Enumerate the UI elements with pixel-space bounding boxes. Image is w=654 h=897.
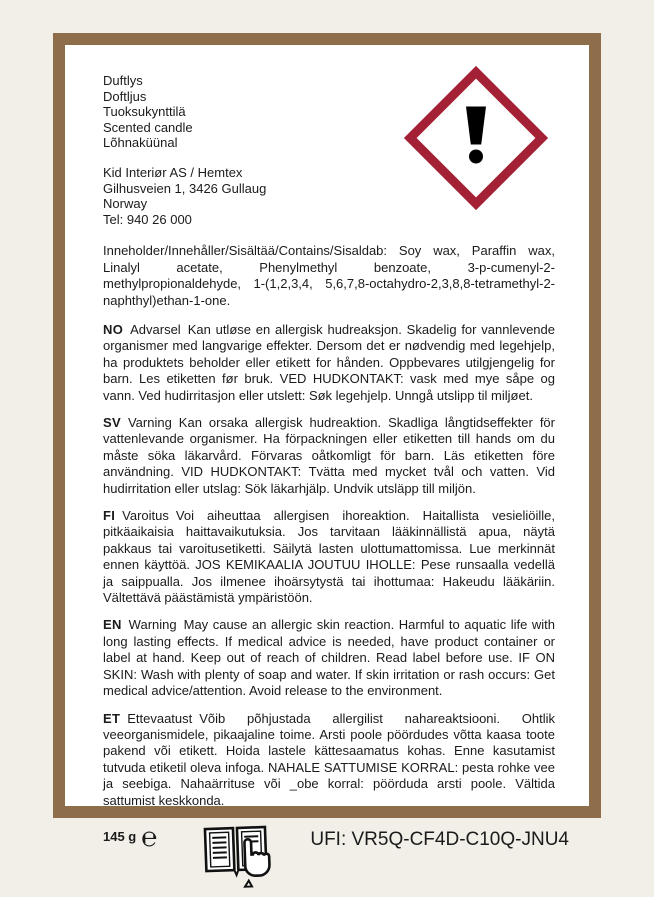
warning-text: May cause an allergic skin reaction. Harmful to aquatic life with long lasting effects. If medical advice is needed, have product container or label at hand. Keep out of reach of children. Read label before use. IF ON SKIN: Wash with plenty of soap and water. If skin irritation or rash occurs: Get medical advice/attention. Avoid release to the environment. <box>103 617 555 698</box>
product-name-en: Scented candle <box>103 120 266 136</box>
language-code: NO <box>103 322 123 337</box>
warning-text: Võib põhjustada allergilist nahareaktsiooni. Ohtlik veeorganismidele, pikaajaline toime. Arsti poole pöördudes võtta kaasa toote pakend või etikett. Hoida lastele kättesaamatus kohas. Enne kasutamist tutvuda etiketil oleva infoga. NAHALE SATTUMISE KORRAL: pesta rohke vee ja seebiga. Nahaärrituse või _obe korral: pöörduda arsti poole. Vältida sattumist keskkonda. <box>103 711 555 808</box>
language-code: EN <box>103 617 122 632</box>
label-frame <box>53 33 601 818</box>
exclamation-mark-icon <box>463 107 489 170</box>
ufi-code: UFI: VR5Q-CF4D-C10Q-JNU4 <box>310 823 569 851</box>
net-weight: 145 g <box>103 823 136 844</box>
signal-word: Warning <box>129 617 177 632</box>
label-footer <box>103 823 555 896</box>
estimated-sign: ℮ <box>141 823 157 848</box>
signal-word: Advarsel <box>130 322 181 337</box>
warning-paragraph-en <box>103 617 555 699</box>
ingredients-statement: Inneholder/Innehåller/Sisältää/Contains/Sisaldab: Soy wax, Paraffin wax, Linalyl acetate, Phenylmethyl benzoate, 3-p-cumenyl-2-methylpropionaldehyde, 1-(1,2,3,4, 5,6,7,8-octahydro-2,3,8,8-tetramethyl-2-naphthyl)ethan-1-one. <box>103 243 555 309</box>
product-warning-label <box>65 45 589 806</box>
signal-word: Ettevaatust <box>127 711 192 726</box>
signal-word: Varoitus <box>122 508 169 523</box>
manufacturer-name: Kid Interiør AS / Hemtex <box>103 165 266 181</box>
header-text-block <box>103 73 266 227</box>
language-code: SV <box>103 415 121 430</box>
product-name-list <box>103 73 266 151</box>
read-instructions-booklet-icon <box>200 820 275 897</box>
product-name-et: Lõhnaküünal <box>103 135 266 151</box>
warning-text: Kan orsaka allergisk hudreaktion. Skadliga långtidseffekter för vattenlevande organismer. Ha förpackningen eller etiketten till hands om du måste söka läkarvård. Förvaras oåtkomligt för barn. Läs etiketten före användning. VID HUDKONTAKT: Tvätta med mycket tvål och vatten. Vid hudirritation eller utslag: Sök läkarhjälp. Undvik utsläpp till miljön. <box>103 415 555 496</box>
warning-paragraph-sv <box>103 415 555 497</box>
product-name-fi: Tuoksukynttilä <box>103 104 266 120</box>
manufacturer-phone: Tel: 940 26 000 <box>103 212 266 228</box>
label-header <box>103 73 555 227</box>
manufacturer-country: Norway <box>103 196 266 212</box>
language-code: FI <box>103 508 115 523</box>
warning-text: Kan utløse en allergisk hudreaksjon. Skadelig for vannlevende organismer med langvarige effekter. Dersom det er nødvendig med legehjelp, ha produktets beholder eller etikett for hånden. Oppbevares utilgjengelig for barn. Les etiketten før bruk. VED HUDKONTAKT: vask med mye såpe og vann. Ved hudirritasjon eller utslett: Søk legehjelp. Unngå utslipp til miljøet. <box>103 322 555 403</box>
warning-paragraph-fi <box>103 508 555 606</box>
warning-paragraph-et <box>103 711 555 809</box>
warning-paragraph-no <box>103 322 555 404</box>
language-code: ET <box>103 711 120 726</box>
signal-word: Varning <box>128 415 172 430</box>
ghs07-exclamation-pictogram <box>413 75 539 201</box>
product-name-sv: Doftljus <box>103 89 266 105</box>
manufacturer-street: Gilhusveien 1, 3426 Gullaug <box>103 181 266 197</box>
product-name-no: Duftlys <box>103 73 266 89</box>
warning-text: Voi aiheuttaa allergisen ihoreaktion. Haitallista vesieliöille, pitkäaikaisia haittavaikutuksia. Jos tarvitaan lääkinnällistä apua, näytä pakkaus tai varoitusetiketti. Säilytä lasten ulottumattomissa. Lue merkinnät ennen käyttöä. JOS KEMIKAALIA JOUTUU IHOLLE: Pese runsaalla vedellä ja saippualla. Jos ilmenee ihoärsytystä tai ihottumaa: Hakeudu lääkäriin. Vältettävä päästämistä ympäristöön. <box>103 508 555 605</box>
manufacturer-address <box>103 165 266 227</box>
